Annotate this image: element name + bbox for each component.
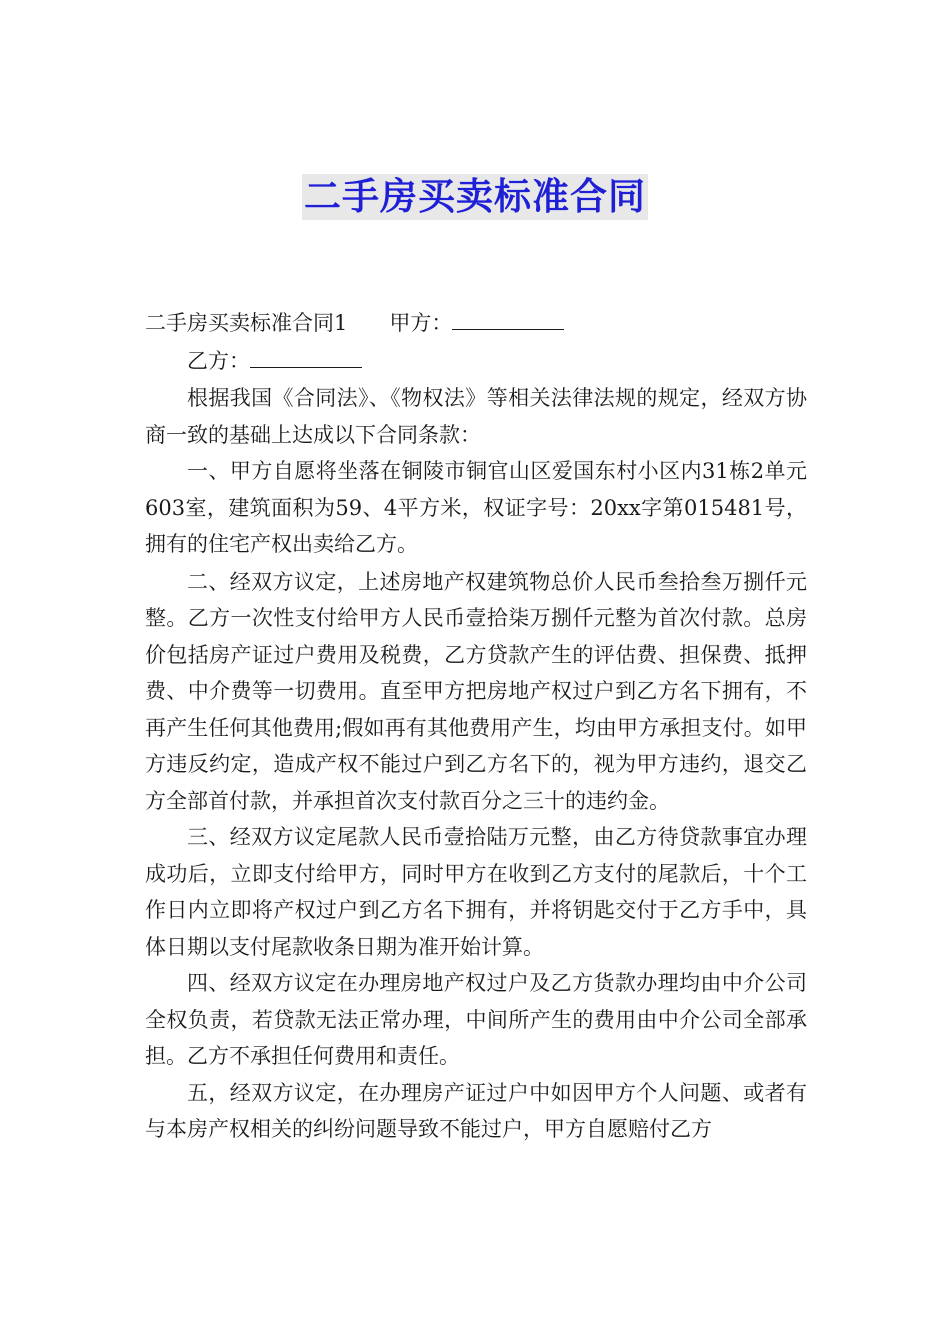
- heading-line: [145, 305, 807, 342]
- party-b-line: [145, 343, 807, 380]
- paragraph-clause-4: 四、经双方议定在办理房地产权过户及乙方货款办理均由中介公司全权负责，若贷款无法正常办理，中间所产生的费用由中介公司全部承担。乙方不承担任何费用和责任。: [145, 971, 807, 1068]
- paragraph-clause-2: 二、经双方议定，上述房地产权建筑物总价人民币叁拾叁万捌仟元整。乙方一次性支付给甲方人民币壹拾柒万捌仟元整为首次付款。总房价包括房产证过户费用及税费，乙方贷款产生的评估费、担保费、抵押费、中介费等一切费用。直至甲方把房地产权过户到乙方名下拥有，不再产生任何其他费用;假如再有其他费用产生，均由甲方承担支付。如甲方违反约定，造成产权不能过户到乙方名下的，视为甲方违约，退交乙方全部首付款，并承担首次支付款百分之三十的违约金。: [145, 569, 807, 813]
- paragraph-clause-5: 五，经双方议定，在办理房产证过户中如因甲方个人问题、或者有与本房产权相关的纠纷问题导致不能过户，甲方自愿赔付乙方: [145, 1080, 807, 1141]
- party-b-label: 乙方：: [187, 348, 250, 373]
- title-wrap: [0, 174, 950, 220]
- document-body: [145, 305, 807, 1148]
- paragraph-clause-1: 一、甲方自愿将坐落在铜陵市铜官山区爱国东村小区内31栋2单元603室，建筑面积为59、4平方米，权证字号：20xx字第015481号，拥有的住宅产权出卖给乙方。: [145, 459, 807, 556]
- paragraph-intro: 根据我国《合同法》、《物权法》等相关法律法规的规定，经双方协商一致的基础上达成以下合同条款：: [145, 386, 807, 447]
- document-title: 二手房买卖标准合同: [304, 175, 646, 218]
- party-b-blank: [250, 345, 362, 368]
- contract-label: 二手房买卖标准合同1: [145, 311, 348, 335]
- party-a-label: 甲方：: [389, 311, 453, 335]
- party-a-blank: [452, 307, 564, 330]
- paragraph-clause-3: 三、经双方议定尾款人民币壹拾陆万元整，由乙方待贷款事宜办理成功后，立即支付给甲方，同时甲方在收到乙方支付的尾款后，十个工作日内立即将产权过户到乙方名下拥有，并将钥匙交付于乙方手中，具体日期以支付尾款收条日期为准开始计算。: [145, 825, 807, 959]
